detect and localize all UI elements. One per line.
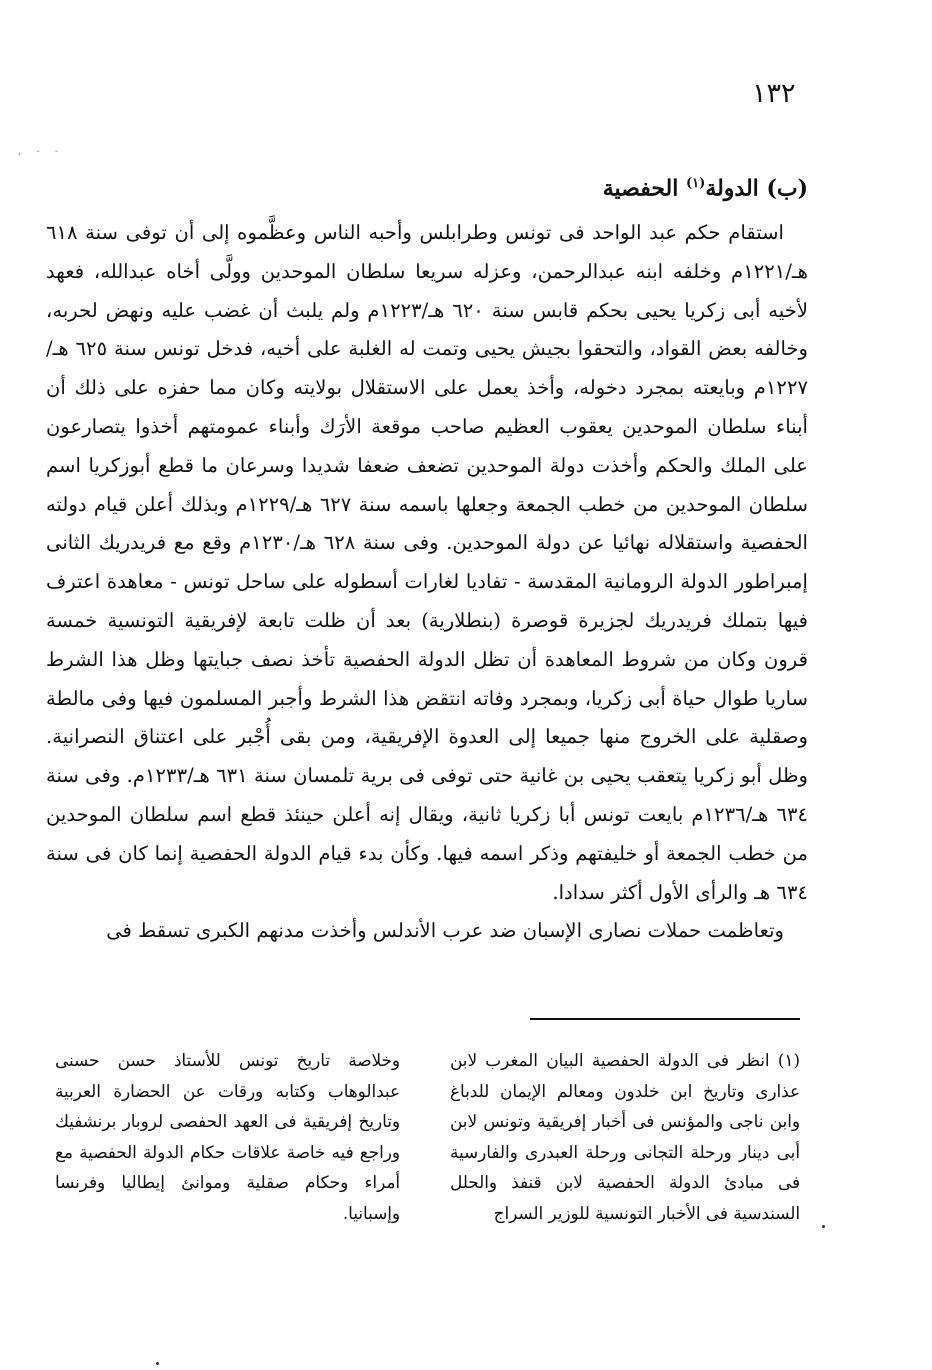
scan-speck xyxy=(822,1225,825,1228)
footnote-divider xyxy=(530,1018,800,1020)
footnote-column-left xyxy=(55,1045,400,1229)
heading-prefix: (ب) الدولة xyxy=(705,175,808,202)
footnote-text: وخلاصة تاريخ تونس للأستاذ حسن حسنى عبدالوهاب وكتابه ورقات عن الحضارة العربية وتاريخ إفريقية فى العهد الحفصى لروبار برنشفيك وراجع فيه خاصة علاقات حكام الدولة الحفصية مع أمراء وحكام صقلية وموانئ إيطاليا وفرنسا وإسبانيا. xyxy=(55,1050,400,1223)
footnote-reference[interactable]: (١) xyxy=(686,176,706,191)
heading-suffix: الحفصية xyxy=(602,175,687,202)
footnote-column-right xyxy=(450,1045,800,1229)
section-heading xyxy=(388,166,808,206)
scan-artifact: - - , xyxy=(18,146,65,157)
footnote-text: (١) انظر فى الدولة الحفصية البيان المغرب لابن عذارى وتاريخ ابن خلدون ومعالم الإيمان للدباغ وابن ناجى والمؤنس فى أخبار إفريقية وتونس لابن أبى دينار ورحلة التجانى ورحلة العبدرى والفارسية فى مبادئ الدولة الحفصية لابن قنفذ والحلل السندسية فى الأخبار التونسية للوزير السراج xyxy=(450,1050,800,1223)
scan-speck xyxy=(156,1362,159,1365)
paragraph: استقام حكم عبد الواحد فى تونس وطرابلس وأحبه الناس وعظَّموه إلى أن توفى سنة ٦١٨ هـ/١٢٢١م وخلفه ابنه عبدالرحمن، وعزله سريعا سلطان الموحدين وولَّى أخاه عبدالله، فعهد لأخيه أبى زكريا يحيى بحكم قابس سنة ٦٢٠ هـ/١٢٢٣م ولم يلبث أن غضب عليه ونهض لحربه، وخالفه بعض القواد، والتحقوا بجيش يحيى وتمت له الغلبة على أخيه، فدخل تونس سنة ٦٢٥ هـ/١٢٢٧م وبايعته بمجرد دخوله، وأخذ يعمل على الاستقلال بولايته وكان مما حفزه على ذلك أن أبناء سلطان الموحدين يعقوب العظيم صاحب موقعة الأرَك وأبناء عمومتهم أخذوا يتصارعون على الملك والحكم وأخذت دولة الموحدين تضعف ضعفا شديدا وسرعان ما قطع أبوزكريا اسم سلطان الموحدين من خطب الجمعة وجعلها باسمه سنة ٦٢٧ هـ/١٢٢٩م وبذلك أعلن قيام دولته الحفصية واستقلاله نهائيا عن دولة الموحدين. وفى سنة ٦٢٨ هـ/١٢٣٠م وقع مع فريدريك الثانى إمبراطور الدولة الرومانية المقدسة - تفاديا لغارات أسطوله على ساحل تونس - معاهدة اعترف فيها بتملك فريدريك لجزيرة قوصرة (بنطلارية) بعد أن ظلت تابعة لإفريقية التونسية خمسة قرون وكان من شروط المعاهدة أن تظل الدولة الحفصية تأخذ نصف جبايتها وظل هذا الشرط ساريا طوال حياة أبى زكريا، وبمجرد وفاته انتقض هذا الشرط وأجبر المسلمون فيها وفى مالطة وصقلية على الخروج منها جميعا إلى العدوة الإفريقية، ومن بقى أُجْبر على اعتناق النصرانية. وظل أبو زكريا يتعقب يحيى بن غانية حتى توفى فى برية تلمسان سنة ٦٣١ هـ/١٢٣٣م. وفى سنة ٦٣٤ هـ/١٢٣٦م بايعت تونس أبا زكريا ثانية، ويقال إنه أعلن حينئذ قطع اسم سلطان الموحدين من خطب الجمعة أو خليفتهم وذكر اسمه فيها. وكأن بدء قيام الدولة الحفصية إنما كان فى سنة ٦٣٤ هـ والرأى الأول أكثر سدادا. xyxy=(46,221,809,904)
paragraph: وتعاظمت حملات نصارى الإسبان ضد عرب الأندلس وأخذت مدنهم الكبرى تسقط فى xyxy=(106,919,784,943)
page-number: ١٣٢ xyxy=(752,78,796,109)
body-text xyxy=(46,214,808,951)
